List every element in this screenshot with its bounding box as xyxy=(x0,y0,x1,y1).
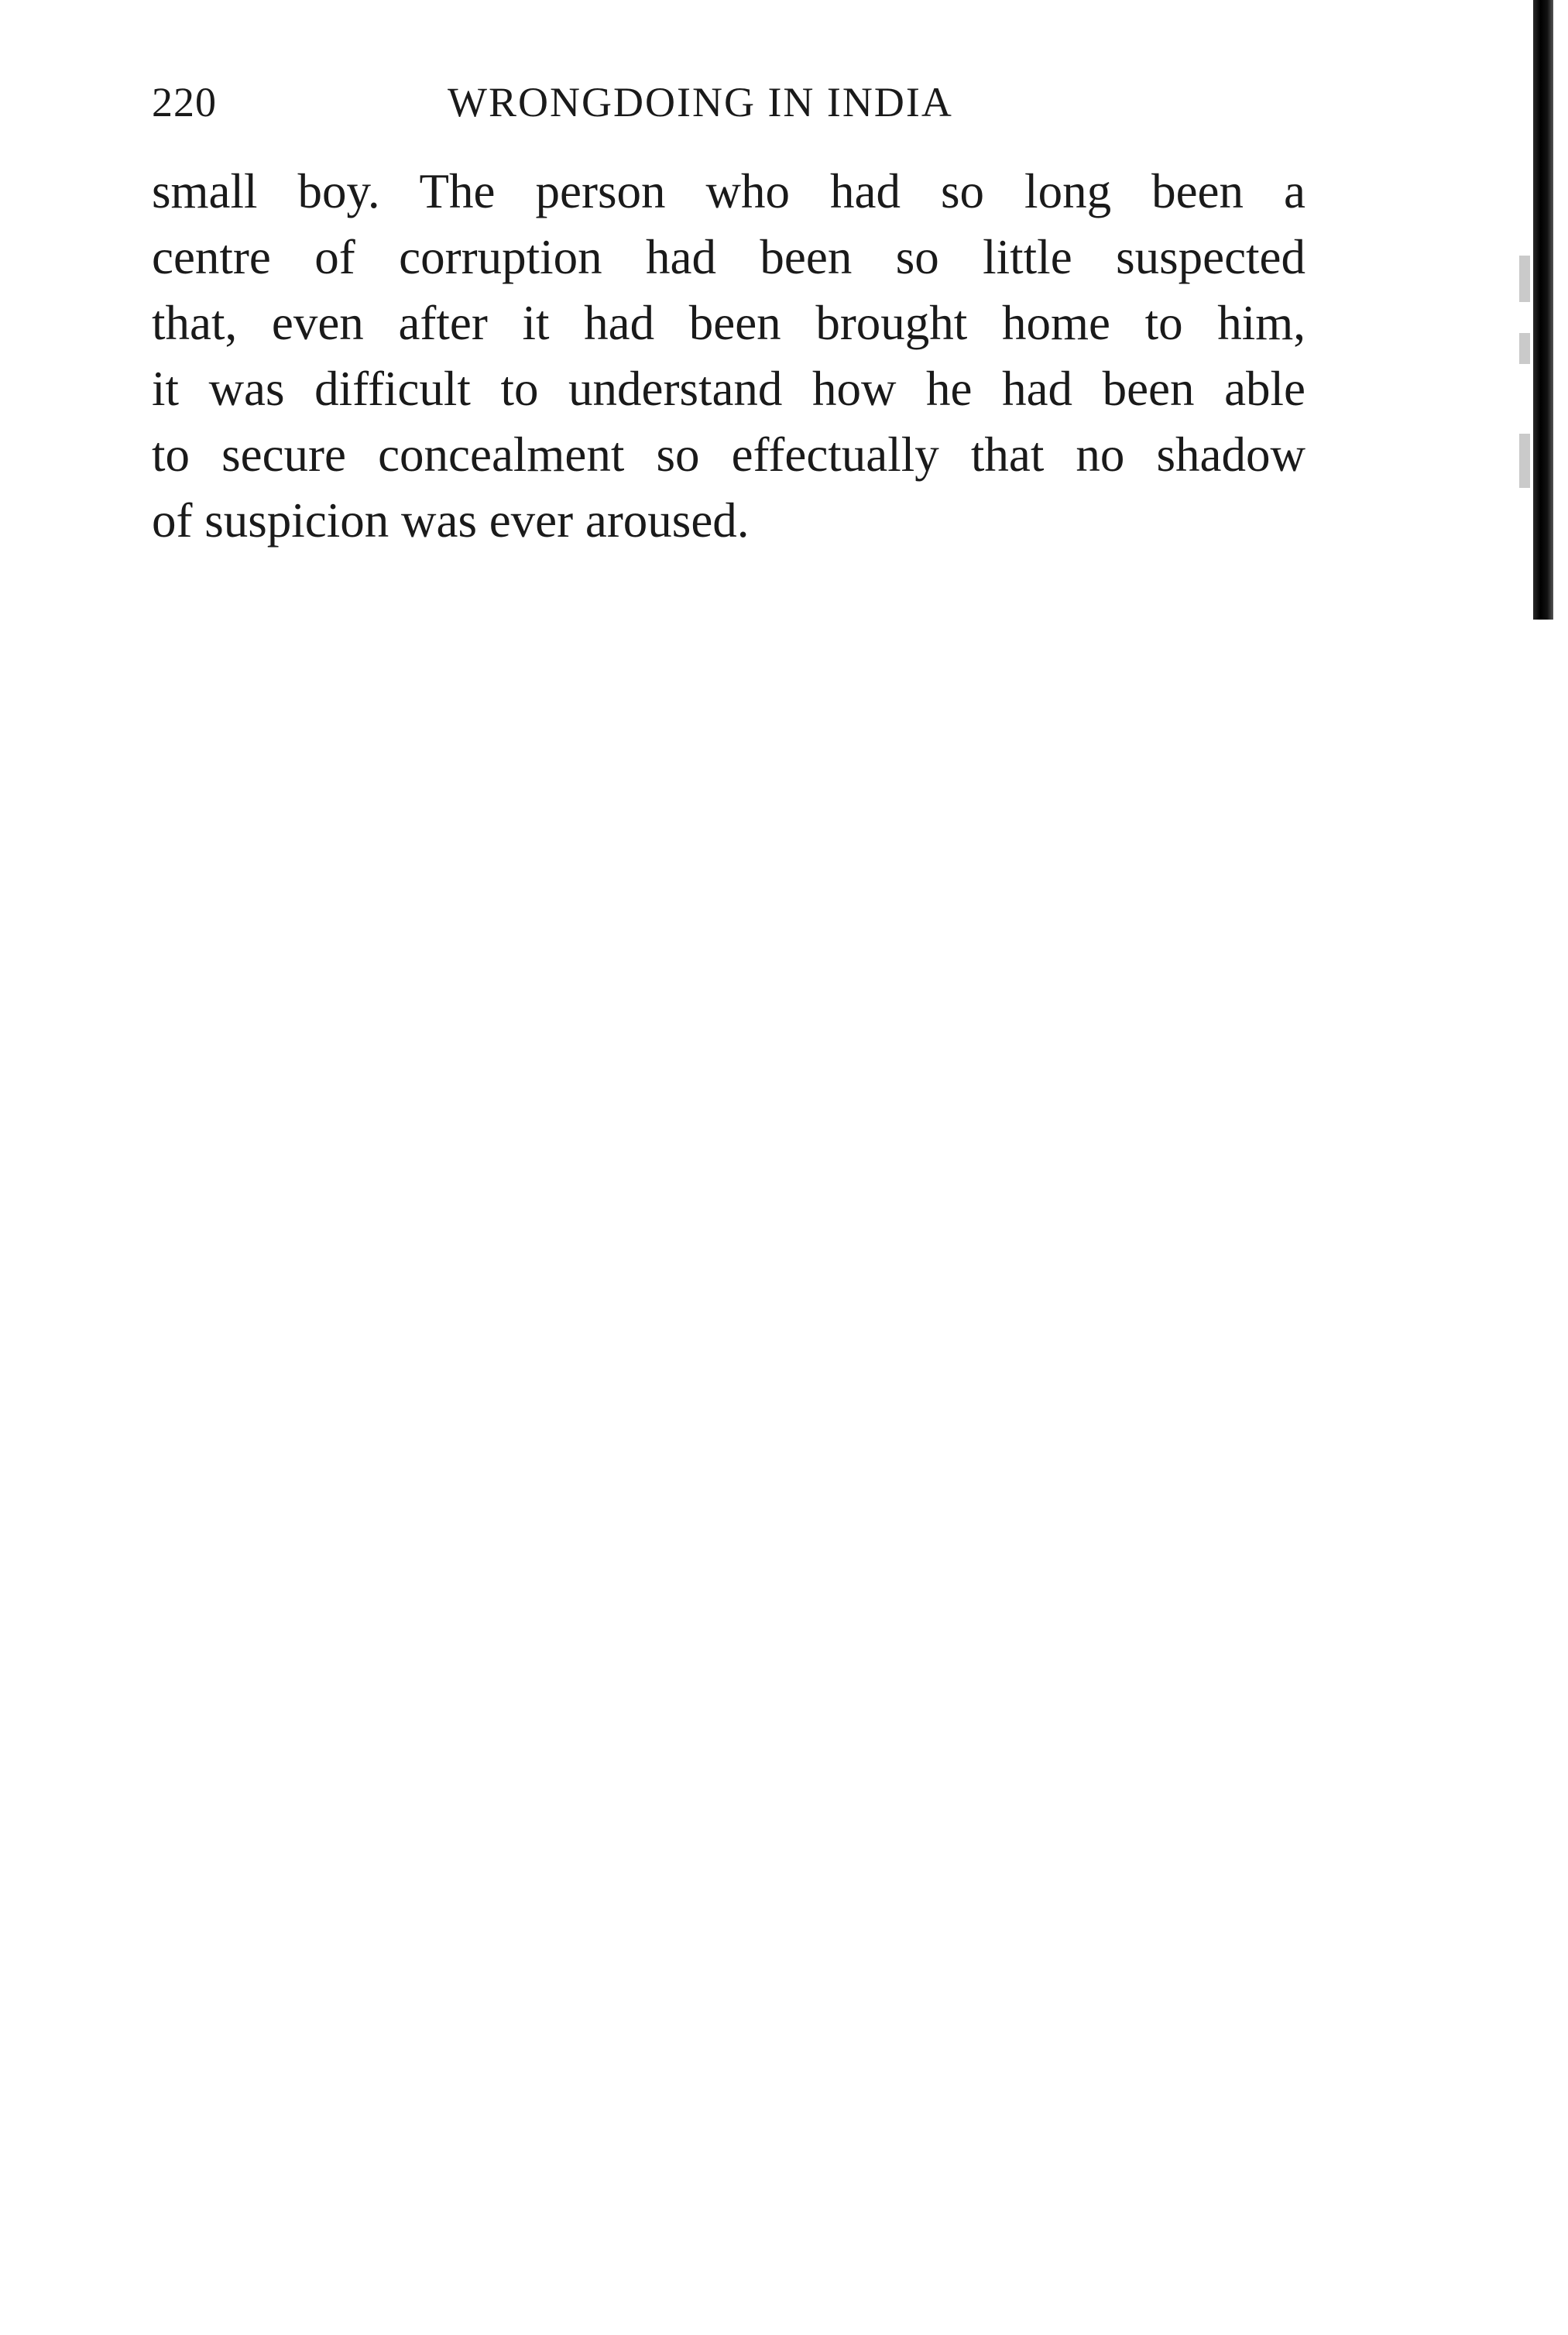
running-title: WRONGDOING IN INDIA xyxy=(448,79,953,125)
running-head xyxy=(152,71,1313,133)
scan-speck xyxy=(1519,256,1530,302)
binding-edge-shadow xyxy=(1516,0,1568,620)
page-number: 220 xyxy=(152,79,217,125)
text-line: it was difficult to understand how he had been able xyxy=(152,362,1306,416)
scan-speck xyxy=(1519,434,1530,488)
text-line: that, even after it had been brought home to him, xyxy=(152,296,1306,350)
body-paragraph xyxy=(152,159,1306,554)
binding-edge-bar xyxy=(1533,0,1553,620)
text-line: small boy. The person who had so long been a xyxy=(152,164,1306,218)
scan-speck xyxy=(1519,333,1530,364)
text-line: centre of corruption had been so little suspected xyxy=(152,230,1306,284)
text-line: to secure concealment so effectually that no shadow xyxy=(152,428,1306,482)
text-line: of suspicion was ever aroused. xyxy=(152,493,750,548)
